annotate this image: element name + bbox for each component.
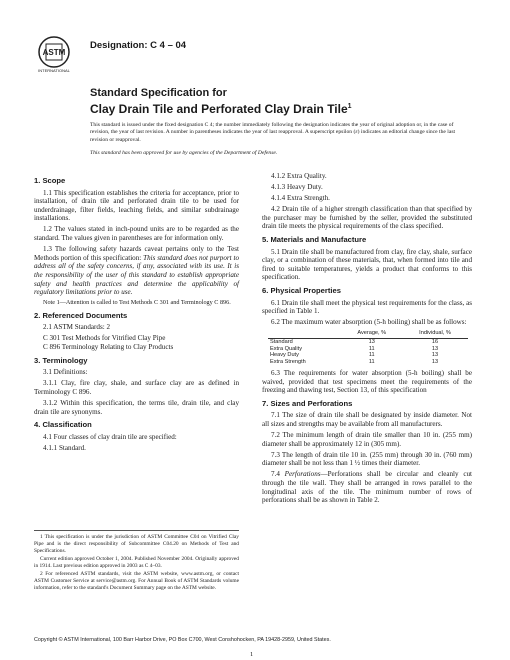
- table-cell-average: 11: [368, 358, 375, 365]
- copyright-line: Copyright © ASTM International, 100 Barr Harbor Drive, PO Box C700, West Conshohocken, PA 19428-2959, United States.: [34, 637, 331, 643]
- paragraph-3-1-1: 3.1.1 Clay, fire clay, shale, and surface clay are as defined in Terminology C 896.: [34, 379, 239, 396]
- paragraph-3-1: 3.1 Definitions:: [43, 368, 88, 377]
- section-1-heading: 1. Scope: [34, 176, 66, 185]
- paragraph-4-1-2: 4.1.2 Extra Quality.: [271, 172, 327, 180]
- table-cell-average: 13: [368, 339, 375, 345]
- paragraph-1-3-caveat: This standard does not purport to address all of the safety concerns, if any, associated with its use. It is the responsibility of the user of this standard to establish appropriate safety and health practices and determine the applicability of regulatory limitations prior to use.: [34, 253, 239, 297]
- footnote-1a: 1 This specification is under the jurisdiction of ASTM Committee C04 on Vitrified Clay Pipe and is the direct responsibility of Subcommittee C04.20 on Methods of Test and Specifications.: [34, 534, 239, 554]
- paragraph-7-4-number: 7.4: [271, 470, 285, 479]
- footnotes: [34, 530, 239, 593]
- right-column: [262, 172, 472, 507]
- paragraph-4-1: 4.1 Four classes of clay drain tile are specified:: [43, 432, 177, 441]
- paragraph-7-1: 7.1 The size of drain tile shall be designated by inside diameter. Not all sizes and strengths may be available from all manufacturers.: [262, 411, 472, 428]
- logo-text: INTERNATIONAL: [38, 68, 70, 73]
- paragraph-3-1-2: 3.1.2 Within this specification, the terms tile, drain tile, and clay drain tile are synonyms.: [34, 398, 239, 416]
- table-cell-class: Standard: [270, 339, 293, 345]
- absorption-table: [268, 329, 468, 365]
- table-row: [268, 352, 468, 359]
- table-cell-class: Heavy Duty: [270, 352, 299, 358]
- paragraph-7-4: [262, 470, 472, 504]
- paragraph-4-1-4: 4.1.4 Extra Strength.: [271, 194, 330, 203]
- table-cell-individual: 13: [431, 358, 439, 365]
- paragraph-7-3: 7.3 The length of drain tile 10 in. (255 mm) through 30 in. (760 mm) diameter shall be not less than 1 ½ times their diameter.: [262, 450, 472, 468]
- table-header-average: Average, %: [341, 329, 402, 338]
- paragraph-4-1-3: 4.1.3 Heavy Duty.: [271, 183, 323, 192]
- paragraph-4-2: 4.2 Drain tile of a higher strength classification than that specified by the purchaser may be furnished by the seller, provided the substituted drain tile meets the physical requirements of the class specified.: [262, 205, 472, 231]
- section-2-heading: 2. Referenced Documents: [34, 310, 128, 320]
- title-block: [90, 87, 352, 116]
- table-cell-individual: 13: [431, 352, 439, 358]
- title-footnote-marker: 1: [347, 103, 352, 110]
- table-cell-individual: 13: [431, 345, 439, 352]
- paragraph-6-1: 6.1 Drain tile shall meet the physical test requirements for the class, as specified in Table 1.: [262, 298, 472, 316]
- page-number: 1: [250, 651, 254, 658]
- table-row: [268, 339, 468, 346]
- paragraph-1-3: [34, 245, 239, 297]
- paragraph-6-3: 6.3 The requirements for water absorption (5-h boiling) shall be waived, provided that test specimens meet the requirements of the freezing and thawing test, Section 13, of this specification: [262, 369, 472, 395]
- astm-logo-icon: [34, 34, 74, 74]
- table-cell-class: Extra Strength: [270, 358, 306, 365]
- paragraph-7-4-term: Perforations: [284, 470, 321, 479]
- table-cell-average: 11: [368, 352, 375, 358]
- paragraph-5-1: 5.1 Drain tile shall be manufactured from clay, fire clay, shale, surface clay, or a combination of these materials, that, when formed into tile and fired to suitable temperatures, yields a product that conforms to this specification.: [262, 247, 472, 282]
- paragraph-7-2: 7.2 The minimum length of drain tile smaller than 10 in. (255 mm) diameter shall be approximately 12 in (305 mm).: [262, 431, 472, 448]
- table-cell-individual: 16: [431, 339, 439, 345]
- left-column: [34, 172, 239, 455]
- title-line-2: [90, 100, 352, 116]
- section-4-heading: 4. Classification: [34, 420, 92, 430]
- table-header-class: [268, 329, 341, 338]
- paragraph-7-4-body: —Perforations shall be circular and cleanly cut through the tile wall. They shall be arranged in rows parallel to the longitudinal axis of the tile. The minimum number of rows of perforations shall be as shown in Table 2.: [262, 470, 472, 505]
- section-7-heading: 7. Sizes and Perforations: [262, 398, 353, 408]
- reference-c896: C 896 Terminology Relating to Clay Products: [43, 343, 174, 351]
- title-main: Clay Drain Tile and Perforated Clay Drain Tile: [90, 102, 348, 116]
- table-header-individual: Individual, %: [402, 329, 468, 338]
- paragraph-2-1: 2.1 ASTM Standards: 2: [43, 323, 110, 332]
- paragraph-6-2: 6.2 The maximum water absorption (5-h boiling) shall be as follows:: [271, 318, 467, 327]
- note-1: Note 1—Attention is called to Test Methods C 301 and Terminology C 896.: [43, 299, 231, 307]
- section-5-heading: 5. Materials and Manufacture: [262, 235, 367, 245]
- section-3-heading: 3. Terminology: [34, 355, 88, 365]
- footnote-1b: Current edition approved October 1, 2004. Published November 2004. Originally approved in 1914. Last previous edition approved in 2003 as C 4–03.: [34, 555, 239, 569]
- paragraph-1-1: 1.1 This specification establishes the criteria for acceptance, prior to installation, of drain tile and perforated drain tile to be used for underdrainage, filter fields, leaching fields, and similar subdrainage installations.: [34, 188, 239, 223]
- section-6-heading: 6. Physical Properties: [262, 286, 341, 296]
- designation: Designation: C 4 – 04: [90, 40, 187, 51]
- defense-note: This standard has been approved for use by agencies of the Department of Defense.: [90, 150, 278, 156]
- paragraph-1-2: 1.2 The values stated in inch-pound units are to be regarded as the standard. The values given in parentheses are for information only.: [34, 225, 239, 243]
- table-row: [268, 359, 468, 366]
- svg-text:ASTM: ASTM: [42, 48, 66, 57]
- paragraph-1-3-intro: 1.3 The following safety hazards caveat pertains only to the Test Methods portion of this specification:: [34, 245, 239, 262]
- title-line-1: Standard Specification for: [90, 87, 227, 99]
- issue-note: This standard is issued under the fixed designation C 4; the number immediately following the designation indicates the year of original adoption or, in the case of revision, the year of last revision. A number in parentheses indicates the year of last reapproval. A superscript epsilon (ε) indicates an editorial change since the last revision or reapproval.: [90, 122, 456, 143]
- paragraph-4-1-1: 4.1.1 Standard.: [43, 443, 86, 452]
- reference-c301: C 301 Test Methods for Vitrified Clay Pipe: [43, 334, 166, 343]
- table-cell-average: 11: [368, 345, 375, 352]
- table-cell-class: Extra Quality: [270, 345, 303, 352]
- footnote-2: 2 For referenced ASTM standards, visit the ASTM website, www.astm.org, or contact ASTM Customer Service at service@astm.org. For Annual Book of ASTM Standards volume information, refer to the standard's Document Summary page on the ASTM website.: [34, 570, 239, 591]
